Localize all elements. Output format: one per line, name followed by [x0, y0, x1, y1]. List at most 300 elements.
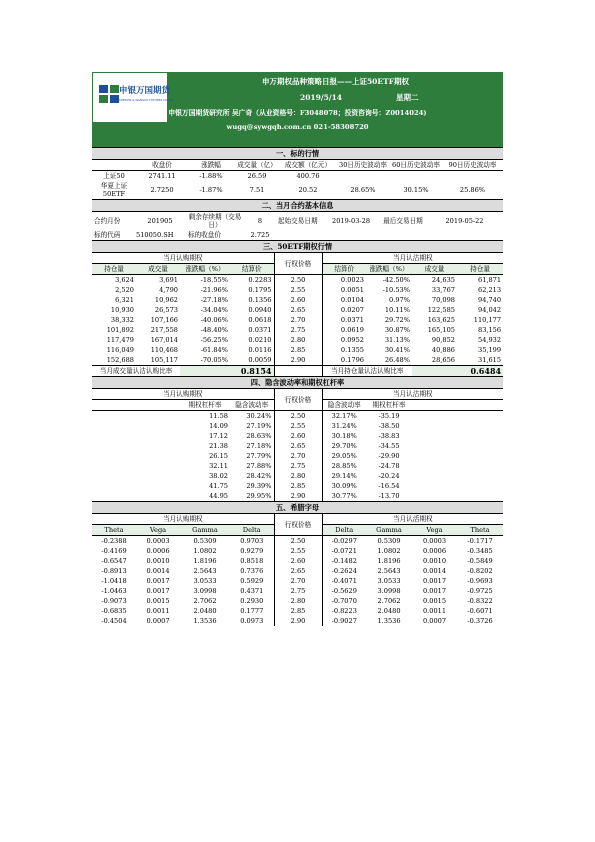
table-cell: 0.0116: [248, 346, 272, 354]
underlying-code-label: 标的代码: [94, 231, 121, 239]
table-cell: 3.0998: [377, 587, 401, 595]
table-cell: 30.87%: [384, 326, 410, 334]
strike-cell: 2.85: [274, 345, 322, 355]
table-cell: -27.18%: [200, 296, 228, 304]
table-cell: -56.25%: [200, 336, 228, 344]
strike-cell: 2.50: [274, 411, 322, 422]
table-cell: -0.2388: [101, 537, 127, 545]
institute-line: 申银万国期货研究所 吴广奇（从业资格号：F3048078；投资咨询号：Z0014024): [168, 109, 427, 117]
put-column-header: Gamma: [376, 526, 402, 534]
table-cell: 29.72%: [384, 316, 410, 324]
table-cell: 27.19%: [246, 422, 272, 430]
table-cell: 0.0003: [422, 537, 447, 545]
table-cell: -0.5629: [331, 587, 357, 595]
table-cell: 152,688: [106, 356, 134, 364]
table-cell: -20.24: [378, 472, 400, 480]
table-cell: 0.0010: [422, 557, 447, 565]
put-group-label: 当月认沽期权: [322, 389, 503, 400]
greeks-table: [92, 501, 503, 626]
table-cell: 28.42%: [246, 472, 272, 480]
strike-cell: 2.60: [274, 431, 322, 441]
table-cell: -1.0463: [101, 587, 127, 595]
table-cell: 0.0104: [340, 296, 364, 304]
call-column-header: Vega: [149, 526, 167, 534]
column-header: 成交额（亿元）: [284, 161, 332, 169]
table-row: [92, 481, 503, 491]
table-cell: 0.1777: [240, 607, 264, 615]
section-3-title: 三、50ETF期权行情: [92, 241, 503, 253]
table-row: [92, 586, 503, 596]
table-cell: 1.0802: [377, 547, 401, 555]
logo-text: 申银万国期货: [119, 86, 171, 96]
strike-cell: 2.55: [274, 421, 322, 431]
table-cell: 0.0017: [422, 587, 447, 595]
table-cell: 27.79%: [246, 452, 272, 460]
report-sheet: [92, 72, 503, 626]
table-cell: 26.15: [209, 452, 228, 460]
table-row: [92, 441, 503, 451]
table-cell: 2.7062: [193, 597, 217, 605]
table-cell: 29.95%: [246, 492, 272, 500]
table-cell: 29.05%: [331, 452, 357, 460]
table-cell: 29.39%: [246, 482, 272, 490]
table-row: [92, 275, 503, 286]
put-column-header: 期权杠杆率: [372, 401, 406, 409]
table-cell: 0.0017: [146, 577, 170, 585]
table-cell: -0.4504: [101, 617, 127, 625]
table-cell: 3,691: [159, 276, 178, 284]
table-cell: -1.87%: [199, 186, 223, 194]
table-cell: -38.83: [378, 432, 400, 440]
table-cell: -0.6071: [467, 607, 493, 615]
table-cell: 116,049: [106, 346, 134, 354]
section-4-body: [92, 411, 503, 502]
put-column-header: Delta: [335, 526, 354, 534]
section-5-title: 五、希腊字母: [92, 502, 503, 514]
table-cell: 30.15%: [403, 186, 429, 194]
table-cell: 29.14%: [331, 472, 357, 480]
table-cell: 2.7062: [377, 597, 401, 605]
table-row: [92, 315, 503, 325]
table-cell: 61,871: [478, 276, 502, 284]
logo-mark-icon: [99, 85, 119, 103]
table-cell: 2741.11: [148, 172, 176, 180]
table-cell: 0.9703: [240, 537, 264, 545]
table-cell: 0.0003: [146, 537, 170, 545]
table-cell: 11.58: [209, 412, 228, 420]
call-column-header: 结算价: [241, 265, 262, 273]
report-date: 2019/5/14: [300, 93, 343, 102]
table-cell: 4,790: [159, 286, 178, 294]
strike-cell: 2.55: [274, 285, 322, 295]
table-cell: 26,573: [154, 306, 178, 314]
report-title: 申万期权品种策略日报——上证50ETF期权: [261, 77, 410, 86]
put-column-header: 涨跌幅（%）: [369, 265, 409, 273]
table-cell: -0.1482: [331, 557, 357, 565]
table-cell: 167,014: [150, 336, 178, 344]
strike-cell: 2.65: [274, 566, 322, 576]
strike-cell: 2.50: [274, 536, 322, 547]
option-quotes-table: [92, 240, 503, 376]
put-column-header: 持仓量: [470, 265, 490, 273]
table-cell: 117,479: [106, 336, 134, 344]
table-cell: -0.6547: [101, 557, 127, 565]
table-cell: 400.76: [296, 172, 320, 180]
strike-cell: 2.90: [274, 616, 322, 626]
table-cell: [390, 171, 442, 182]
table-cell: 6,321: [115, 296, 134, 304]
table-cell: 0.1356: [248, 296, 272, 304]
table-cell: -16.54: [378, 482, 400, 490]
table-cell: 105,117: [150, 356, 178, 364]
section-1-body: [92, 171, 503, 200]
table-row: [92, 606, 503, 616]
volume-ratio-label: 当月成交量认沽认购比率: [99, 367, 173, 375]
strike-cell: 2.65: [274, 305, 322, 315]
table-cell: 25.86%: [459, 186, 486, 194]
table-cell: -1.0418: [101, 577, 127, 585]
table-cell: -34.04%: [200, 306, 228, 314]
table-cell: 17.12: [209, 432, 228, 440]
table-row: [92, 295, 503, 305]
table-cell: 28.63%: [246, 432, 272, 440]
table-cell: 31,615: [478, 356, 502, 364]
start-date-label: 起始交易日期: [278, 217, 318, 225]
table-cell: 14.09: [209, 422, 228, 430]
table-cell: -0.7070: [331, 597, 357, 605]
strike-header: 行权价格: [274, 514, 322, 536]
table-cell: 1.3536: [193, 617, 217, 625]
table-cell: 163,625: [427, 316, 455, 324]
table-row: [92, 421, 503, 431]
column-header: [92, 160, 136, 171]
table-cell: 0.2283: [248, 276, 272, 284]
table-cell: 110,177: [473, 316, 502, 324]
strike-cell: 2.90: [274, 491, 322, 501]
strike-cell: 2.80: [274, 335, 322, 345]
row-label: 华夏上证50ETF: [100, 182, 128, 198]
remaining-days-value: 8: [257, 217, 263, 225]
strike-cell: 2.85: [274, 606, 322, 616]
table-cell: 32.17%: [331, 412, 357, 420]
table-cell: 21.38: [209, 442, 228, 450]
table-cell: 10,962: [154, 296, 178, 304]
table-cell: 3.0533: [377, 577, 401, 585]
table-row: [92, 171, 503, 182]
table-cell: 0.0017: [146, 587, 170, 595]
table-cell: 217,558: [150, 326, 178, 334]
strike-cell: 2.70: [274, 315, 322, 325]
table-cell: 2.0480: [377, 607, 401, 615]
table-cell: -0.6835: [101, 607, 127, 615]
table-cell: -0.3726: [467, 617, 493, 625]
last-trade-value: 2019-05-22: [445, 217, 484, 225]
table-cell: -0.4071: [331, 577, 357, 585]
table-row: [92, 596, 503, 606]
table-cell: 0.7376: [240, 567, 264, 575]
table-row: [92, 566, 503, 576]
table-cell: 0.5309: [193, 537, 217, 545]
call-column-header: Gamma: [192, 526, 218, 534]
table-cell: 2.5643: [193, 567, 217, 575]
table-row: [92, 556, 503, 566]
section-1-title: 一、标的行情: [92, 148, 503, 160]
underlying-close-label: 标的收盘价: [188, 231, 221, 239]
table-cell: 2,520: [115, 286, 134, 294]
section-3-body: [92, 275, 503, 366]
strike-cell: 2.65: [274, 441, 322, 451]
table-row: [92, 616, 503, 626]
strike-cell: 2.60: [274, 556, 322, 566]
table-cell: -29.90: [378, 452, 400, 460]
table-cell: 110,468: [150, 346, 178, 354]
contact-line: wugq@sywgqh.com.cn 021-58308720: [226, 123, 369, 131]
call-group-label: 当月认购期权: [92, 253, 274, 264]
table-cell: 38,332: [110, 316, 134, 324]
table-cell: 0.0059: [248, 356, 272, 364]
table-cell: -18.55%: [200, 276, 228, 284]
table-cell: 1.3536: [377, 617, 401, 625]
table-cell: -0.2624: [331, 567, 357, 575]
call-column-header: 涨跌幅（%）: [185, 265, 225, 273]
table-cell: [336, 171, 390, 182]
column-header: 涨跌幅: [201, 161, 221, 169]
table-cell: 30.18%: [331, 432, 357, 440]
table-cell: 0.0023: [340, 276, 364, 284]
table-cell: -34.55: [378, 442, 400, 450]
table-row: [92, 451, 503, 461]
strike-cell: 2.85: [274, 481, 322, 491]
table-row: [92, 471, 503, 481]
table-cell: 30.77%: [331, 492, 357, 500]
table-cell: -0.8913: [101, 567, 127, 575]
table-cell: 1.0802: [193, 547, 217, 555]
table-cell: 0.0007: [146, 617, 170, 625]
volume-ratio-value: 0.8154: [180, 366, 274, 377]
table-cell: -0.5849: [467, 557, 493, 565]
table-cell: 0.0618: [248, 316, 272, 324]
table-cell: 30.24%: [246, 412, 272, 420]
table-cell: 62,213: [478, 286, 502, 294]
table-cell: 0.0015: [422, 597, 447, 605]
table-cell: -0.8322: [467, 597, 493, 605]
strike-cell: 2.75: [274, 325, 322, 335]
put-group-label: 当月认活期权: [322, 514, 503, 525]
table-cell: 94,740: [478, 296, 502, 304]
report-header: [92, 72, 503, 147]
table-cell: -0.8223: [331, 607, 357, 615]
table-cell: 0.0017: [422, 577, 447, 585]
table-cell: 90,852: [431, 336, 455, 344]
strike-cell: 2.80: [274, 596, 322, 606]
table-cell: 32.11: [209, 462, 228, 470]
table-cell: -48.40%: [200, 326, 228, 334]
table-cell: 10.11%: [384, 306, 410, 314]
table-row: [92, 305, 503, 315]
section-2-title: 二、当月合约基本信息: [92, 200, 503, 212]
last-trade-label: 最后交易日期: [383, 217, 423, 225]
table-cell: 0.5929: [240, 577, 264, 585]
strike-cell: 2.60: [274, 295, 322, 305]
table-cell: 54,932: [478, 336, 502, 344]
table-cell: -0.9027: [331, 617, 357, 625]
table-cell: -0.9725: [467, 587, 493, 595]
table-cell: -70.05%: [200, 356, 228, 364]
oi-ratio-value: 0.6484: [412, 366, 503, 377]
logo-subtext: SHENYIN & WANGUO FUTURES CO.,LTD.: [119, 98, 175, 102]
strike-cell: 2.90: [274, 355, 322, 366]
call-column-header: 持仓量: [104, 265, 124, 273]
table-cell: 0.1355: [340, 346, 364, 354]
put-column-header: 成交量: [424, 265, 445, 273]
table-cell: 27.88%: [246, 462, 272, 470]
table-cell: 3.0533: [193, 577, 217, 585]
table-cell: [442, 171, 503, 182]
table-cell: 30.09%: [331, 482, 357, 490]
table-cell: -42.50%: [382, 276, 410, 284]
section-4-title: 四、隐含波动率和期权杠杆率: [92, 377, 503, 389]
table-cell: 0.0973: [240, 617, 264, 625]
table-cell: 40,886: [431, 346, 455, 354]
table-cell: 0.0014: [422, 567, 447, 575]
table-cell: 3.0998: [193, 587, 217, 595]
table-cell: 0.0051: [340, 286, 364, 294]
table-cell: -61.84%: [200, 346, 228, 354]
table-cell: -0.9073: [101, 597, 127, 605]
call-column-header: 成交量: [148, 265, 168, 273]
strike-cell: 2.70: [274, 576, 322, 586]
table-cell: 0.97%: [389, 296, 410, 304]
table-cell: 165,105: [427, 326, 455, 334]
table-cell: -13.70: [378, 492, 400, 500]
table-cell: 94,042: [478, 306, 502, 314]
table-cell: 3,624: [115, 276, 134, 284]
table-cell: -40.06%: [200, 316, 228, 324]
table-cell: 10,930: [110, 306, 134, 314]
column-header: 30日历史波动率: [339, 161, 387, 169]
call-column-header: 期权杠杆率: [188, 401, 222, 409]
table-cell: 26.48%: [384, 356, 410, 364]
table-cell: 0.0371: [248, 326, 272, 334]
table-cell: 0.0010: [146, 557, 170, 565]
table-row: [92, 576, 503, 586]
date-row: [168, 90, 503, 105]
table-cell: -0.0297: [331, 537, 357, 545]
table-row: [92, 325, 503, 335]
section-5-body: [92, 536, 503, 627]
table-cell: 2.0480: [193, 607, 217, 615]
put-group-label: 当月认沽期权: [322, 253, 503, 264]
table-cell: 0.1796: [340, 356, 364, 364]
table-cell: -0.1717: [467, 537, 493, 545]
table-cell: 122,585: [427, 306, 455, 314]
table-cell: 0.0015: [146, 597, 170, 605]
start-date-value: 2019-03-28: [332, 217, 371, 225]
call-group-label: 当月认购期权: [92, 514, 274, 525]
put-column-header: 隐含波动率: [327, 401, 361, 409]
table-cell: 1.8196: [193, 557, 217, 565]
table-cell: 83,156: [478, 326, 502, 334]
table-cell: 0.0207: [340, 306, 364, 314]
iv-leverage-table: [92, 376, 503, 501]
contract-month-value: 201905: [147, 217, 173, 225]
table-cell: 101,892: [106, 326, 134, 334]
put-column-header: Theta: [470, 526, 490, 534]
table-cell: 24,635: [431, 276, 455, 284]
strike-cell: 2.80: [274, 471, 322, 481]
table-cell: 2.5643: [377, 567, 401, 575]
table-cell: -0.0721: [331, 547, 357, 555]
table-row: [92, 411, 503, 422]
table-cell: 1.8196: [377, 557, 401, 565]
table-cell: 0.0007: [422, 617, 447, 625]
table-cell: 0.0006: [422, 547, 447, 555]
put-column-header: 结算价: [334, 265, 355, 273]
table-row: [92, 345, 503, 355]
table-cell: 27.18%: [246, 442, 272, 450]
strike-header: 行权价格: [274, 389, 322, 411]
row-label: 上证50: [103, 172, 125, 180]
table-cell: 20.52: [298, 186, 318, 194]
column-header: 成交量（亿）: [237, 161, 277, 169]
call-column-header: Theta: [104, 526, 124, 534]
table-cell: 0.0011: [422, 607, 447, 615]
table-cell: 0.0011: [146, 607, 170, 615]
table-cell: 2.7250: [150, 186, 174, 194]
table-cell: 0.4371: [240, 587, 264, 595]
put-column-header: Vega: [426, 526, 443, 534]
table-cell: 0.0952: [340, 336, 364, 344]
column-header: 90日历史波动率: [448, 161, 497, 169]
table-cell: 0.2930: [240, 597, 264, 605]
table-row: [92, 285, 503, 295]
table-cell: 31.13%: [384, 336, 410, 344]
call-column-header: 隐含波动率: [235, 401, 269, 409]
strike-cell: 2.50: [274, 275, 322, 286]
table-row: [92, 355, 503, 366]
table-cell: 0.0006: [146, 547, 170, 555]
table-cell: -35.19: [378, 412, 400, 420]
table-cell: 7.51: [249, 186, 265, 194]
underlying-close-value: 2.725: [250, 231, 270, 239]
column-header: 收盘价: [152, 161, 172, 169]
table-cell: -38.50: [378, 422, 400, 430]
table-cell: 29.70%: [331, 442, 357, 450]
table-cell: -0.8202: [467, 567, 493, 575]
table-cell: -1.88%: [199, 172, 223, 180]
table-row: [92, 461, 503, 471]
strike-cell: 2.70: [274, 451, 322, 461]
table-cell: 0.0619: [340, 326, 364, 334]
table-cell: 0.0940: [248, 306, 272, 314]
strike-cell: 2.75: [274, 586, 322, 596]
table-row: [92, 431, 503, 441]
table-cell: 70,098: [431, 296, 455, 304]
underlying-code-value: 510050.SH: [136, 231, 174, 239]
table-cell: 28.85%: [331, 462, 357, 470]
table-cell: -0.9693: [467, 577, 493, 585]
table-cell: 0.0371: [340, 316, 364, 324]
section-1-header-row: [92, 160, 503, 171]
table-cell: 0.5309: [377, 537, 401, 545]
contract-info-table: [92, 199, 503, 240]
strike-cell: 2.75: [274, 461, 322, 471]
table-cell: -0.4169: [101, 547, 127, 555]
table-cell: 0.1795: [248, 286, 272, 294]
call-group-label: 当月认购期权: [92, 389, 274, 400]
remaining-days-label: 剩余存续期（交易日）: [188, 213, 242, 229]
table-cell: 28,656: [431, 356, 455, 364]
